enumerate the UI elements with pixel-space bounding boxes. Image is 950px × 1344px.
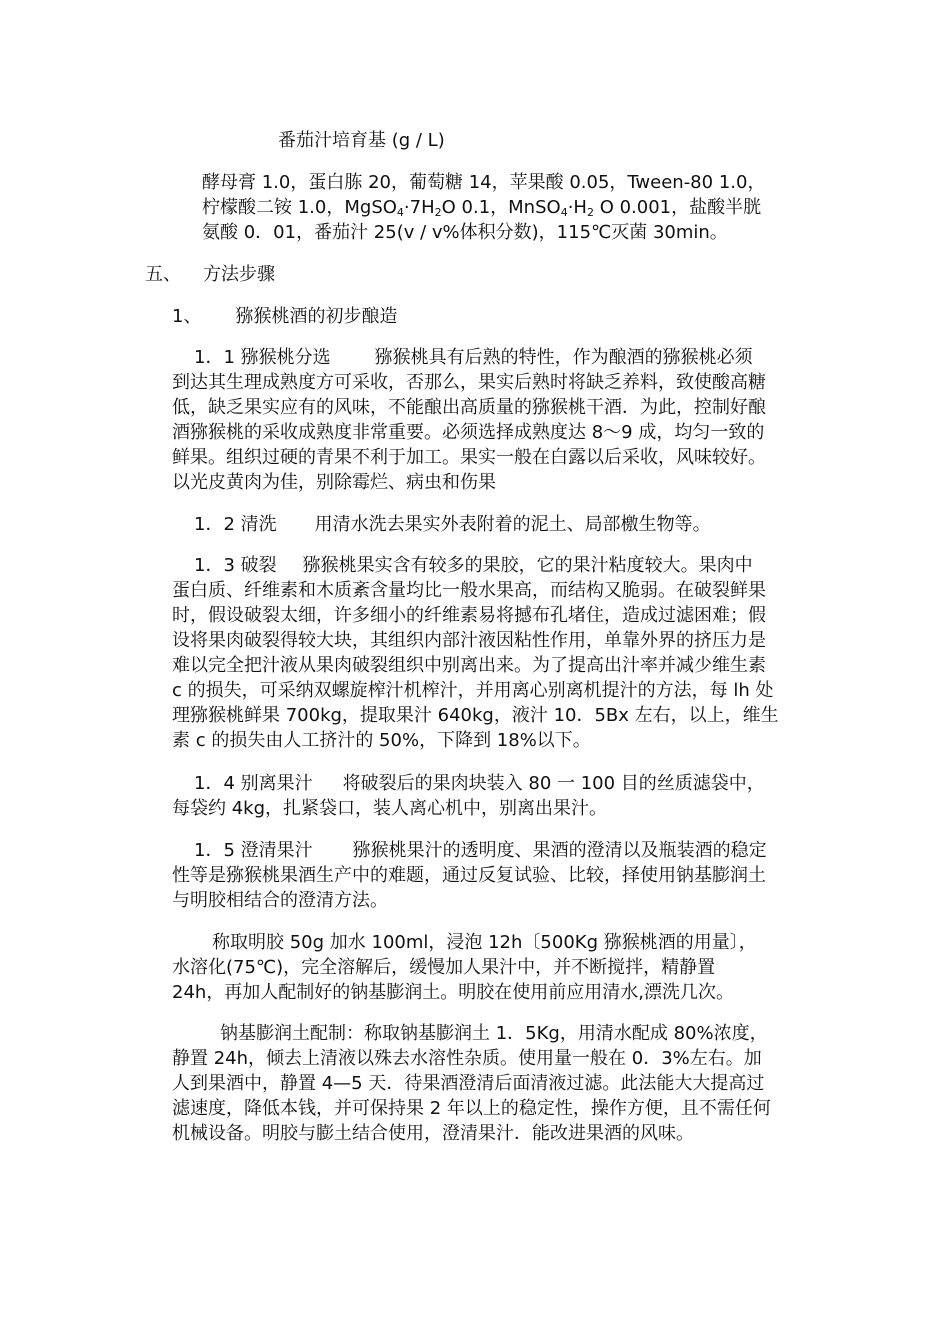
paragraph-1-5 (172, 838, 767, 913)
paragraph-line: 设将果肉破裂得较大块，其组织内部汁液因粘性作用，单靠外界的挤压力是 (172, 630, 766, 651)
paragraph-heading: 1．4 别离果汁 (194, 773, 313, 794)
paragraph-line: 性等是猕猴桃果酒生产中的难题，通过反复试验、比较，择使用钠基膨润土 (172, 865, 766, 886)
paragraph-heading: 1．2 清洗 (194, 514, 277, 535)
paragraph-line: 钠基膨润土配制：称取钠基膨润土 1．5Kg，用清水配成 80%浓度， (220, 1023, 768, 1044)
paragraph-line: 人到果酒中，静置 4—5 天．待果酒澄清后面清液过滤。此法能大大提高过 (172, 1073, 765, 1094)
step-title: 猕猴桃酒的初步酿造 (235, 306, 398, 327)
paragraph-line: 理猕猴桃鲜果 700kg，提取果汁 640kg，液汁 10．5Bx 左右，以上，维生 (172, 705, 779, 726)
section-number: 五、 (145, 264, 181, 285)
paragraph-line: 滤速度，降低本钱，并可保持果 2 年以上的稳定性，操作方便，且不需任何 (172, 1098, 771, 1119)
medium-line: 氨酸 0．01，番茄汁 25(v / v%体积分数)，115℃灭菌 30min。 (202, 222, 728, 243)
paragraph-line: 时，假设破裂太细，许多细小的纤维素易将撼布孔堵住，造成过滤困难；假 (172, 605, 766, 626)
paragraph-1-4 (172, 771, 765, 821)
paragraph-heading: 1．1 猕猴桃分选 (194, 347, 331, 368)
paragraph-1-1 (172, 345, 766, 495)
step-heading (172, 304, 397, 329)
paragraph-line: 1．4 别离果汁 将破裂后的果肉块装入 80 一 100 目的丝质滤袋中， (194, 773, 765, 794)
step-number: 1、 (172, 306, 202, 327)
medium-text: 柠檬酸二铵 1.0， (202, 197, 345, 218)
paragraph-line: 静置 24h，倾去上清液以殊去水溶性杂质。使用量一般在 0．3%左右。加 (172, 1048, 762, 1069)
paragraph-line: 低，缺乏果实应有的风味，不能酿出高质量的猕猴桃干酒．为此，控制好酿 (172, 397, 766, 418)
section-title: 方法步骤 (203, 264, 275, 285)
paragraph-line: 1．3 破裂 猕猴桃果实含有较多的果胶，它的果汁粘度较大。果肉中 (194, 555, 753, 576)
paragraph-heading: 1．5 澄清果汁 (194, 840, 313, 861)
mgso4-formula: $MgSO_4\cdot 7H_2O$ 0.1， (344, 197, 509, 219)
paragraph-line: 1．2 清洗 用清水洗去果实外表附着的泥土、局部檄生物等。 (194, 514, 711, 535)
section-heading (145, 262, 275, 287)
paragraph-line: 24h，再加人配制好的钠基膨润土。明胶在使用前应用清水,漂洗几次。 (172, 982, 735, 1003)
paragraph-line: 称取明胶 50g 加水 100ml，浸泡 12h〔500Kg 猕猴桃酒的用量〕， (212, 932, 757, 953)
paragraph-line: 每袋约 4kg，扎紧袋口，装人离心机中，别离出果汁。 (172, 798, 608, 819)
medium-recipe (202, 170, 765, 245)
paragraph-bentonite (172, 1021, 771, 1146)
paragraph-line: 以光皮黄肉为佳，别除霉烂、病虫和伤果 (172, 472, 496, 493)
paragraph-line: 水溶化(75℃)，完全溶解后，缓慢加人果汁中，并不断搅拌，精静置 (172, 957, 716, 978)
paragraph-line: 到达其生理成熟度方可采收，否那么，果实后熟时将缺乏养料，致使酸高糖 (172, 372, 766, 393)
paragraph-1-3 (172, 553, 779, 753)
paragraph-line: 素 c 的损失由人工挤汁的 50%，下降到 18%以下。 (172, 730, 591, 751)
paragraph-line: 1．5 澄清果汁 猕猴桃果汁的透明度、果酒的澄清以及瓶装酒的稳定 (194, 840, 767, 861)
paragraph-line: 鲜果。组织过硬的青果不利于加工。果实一般在白露以后采收，风味较好。 (172, 447, 766, 468)
medium-line (202, 195, 765, 220)
paragraph-line: 机械设备。明胶与膨土结合使用，澄清果汁．能改进果酒的风味。 (172, 1123, 694, 1144)
medium-title: 番茄汁培育基 (g / L) (278, 130, 445, 151)
paragraph-line: c 的损失，可采纳双螺旋榨汁机榨汁，并用离心别离机提汁的方法，每 lh 处 (172, 680, 774, 701)
medium-line: 酵母膏 1.0，蛋白胨 20，葡萄糖 14，苹果酸 0.05，Tween-80 1.0， (202, 172, 766, 193)
paragraph-line: 蛋白质、纤维素和木质紊含量均比一般水果高，而结构又脆弱。在破裂鲜果 (172, 580, 766, 601)
paragraph-line: 与明胶相结合的澄清方法。 (172, 890, 388, 911)
paragraph-1-2 (172, 512, 711, 537)
paragraph-line: 酒猕猴桃的采收成熟度非常重要。必须选择成熟度达 8～9 成，均匀一致的 (172, 422, 765, 443)
paragraph-line: 1．1 猕猴桃分选 猕猴桃具有后熟的特性，作为酿酒的猕猴桃必须 (194, 347, 753, 368)
mnso4-formula: $MnSO_4\cdot H_2$ O 0.001，盐酸半胱 (508, 197, 762, 219)
paragraph-heading: 1．3 破裂 (194, 555, 277, 576)
paragraph-gelatin (172, 930, 757, 1005)
paragraph-line: 难以完全把汁液从果肉破裂组织中别离出来。为了提高出汁率并减少维生素 (172, 655, 766, 676)
